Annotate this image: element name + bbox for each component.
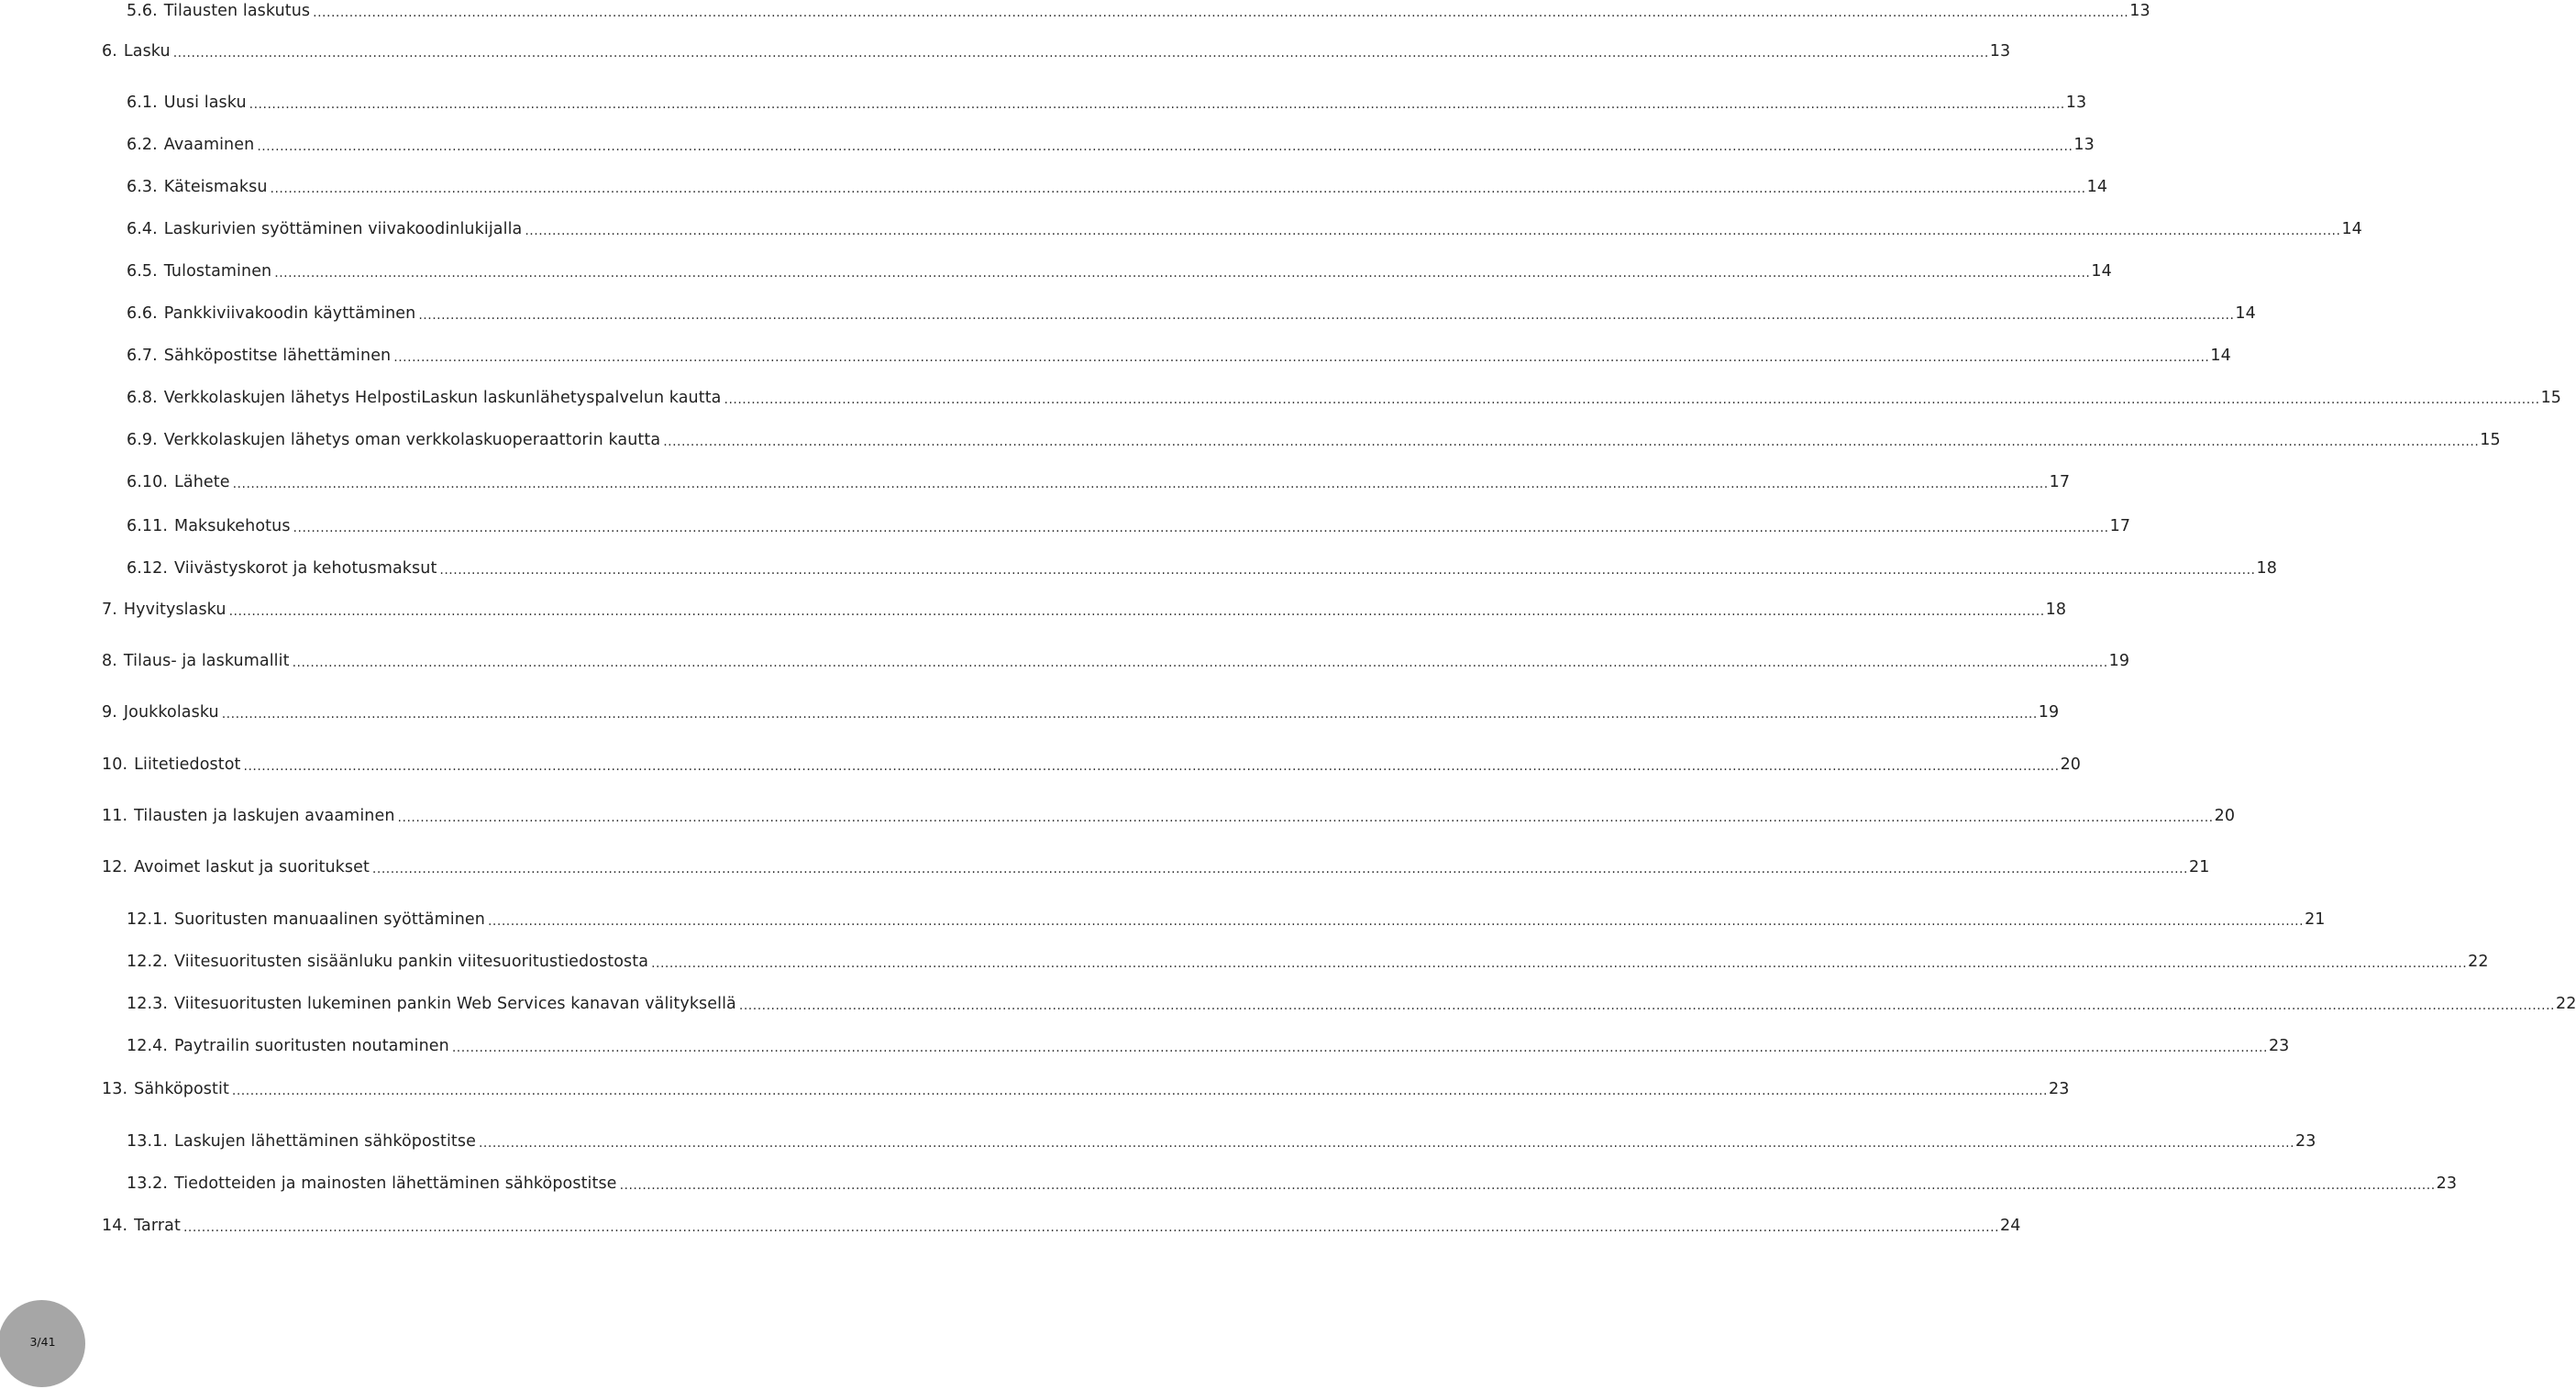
toc-entry[interactable] xyxy=(127,173,2108,201)
toc-entry-page: 14 xyxy=(2210,347,2231,365)
page-number-label: 3/41 xyxy=(29,1335,56,1349)
toc-entry-number: 6.3. xyxy=(127,178,158,196)
toc-entry-title: Tilausten ja laskujen avaaminen xyxy=(134,807,395,825)
toc-entry-number: 11. xyxy=(102,807,128,825)
toc-entry[interactable] xyxy=(102,1075,2070,1103)
toc-entry[interactable] xyxy=(102,596,2067,623)
toc-entry-page: 20 xyxy=(2060,755,2082,774)
toc-entry-title: Tiedotteiden ja mainosten lähettäminen sähköpostitse xyxy=(174,1174,617,1193)
toc-entry[interactable] xyxy=(127,89,2087,116)
toc-entry-number: 13.2. xyxy=(127,1174,169,1193)
toc-entry-page: 18 xyxy=(2045,601,2067,619)
toc-entry-title: Uusi lasku xyxy=(163,94,247,112)
toc-entry[interactable] xyxy=(102,854,2210,881)
toc-entry-page: 13 xyxy=(2073,136,2095,154)
toc-dot-leader: ................................................................................................................................................................................................................................................................................................................................................................................................................ xyxy=(172,46,1989,61)
toc-entry[interactable] xyxy=(127,1170,2458,1197)
toc-dot-leader: ................................................................................................................................................................................................................................................................................................................................................................................................................ xyxy=(243,759,2060,774)
toc-entry-page: 14 xyxy=(2341,220,2362,238)
toc-dot-leader: ................................................................................................................................................................................................................................................................................................................................................................................................................ xyxy=(232,477,2049,491)
toc-entry-number: 6.11. xyxy=(127,517,169,535)
toc-entry-page: 21 xyxy=(2189,858,2210,876)
page-number-badge xyxy=(0,1300,85,1389)
toc-entry-number: 6.10. xyxy=(127,473,169,491)
toc-dot-leader: ................................................................................................................................................................................................................................................................................................................................................................................................................ xyxy=(249,97,2065,112)
toc-entry[interactable] xyxy=(127,555,2277,582)
toc-entry-page: 20 xyxy=(2214,807,2236,825)
toc-entry[interactable] xyxy=(127,906,2326,933)
toc-entry-number: 13.1. xyxy=(127,1132,169,1151)
toc-entry-title: Laskurivien syöttäminen viivakoodinlukijalla xyxy=(163,220,523,238)
toc-entry-page: 15 xyxy=(2540,389,2562,407)
toc-entry-page: 17 xyxy=(2109,517,2131,535)
toc-entry[interactable] xyxy=(127,300,2256,327)
toc-entry-number: 12.2. xyxy=(127,953,169,971)
toc-entry-page: 23 xyxy=(2295,1132,2316,1151)
toc-entry-title: Lähete xyxy=(174,473,230,491)
toc-entry-title: Liitetiedostot xyxy=(134,755,241,774)
toc-dot-leader: ................................................................................................................................................................................................................................................................................................................................................................................................................ xyxy=(439,563,2256,578)
toc-entry-title: Joukkolasku xyxy=(123,703,219,722)
toc-dot-leader: ................................................................................................................................................................................................................................................................................................................................................................................................................ xyxy=(293,521,2109,535)
toc-dot-leader: ................................................................................................................................................................................................................................................................................................................................................................................................................ xyxy=(393,350,2210,365)
toc-entry[interactable] xyxy=(127,1032,2290,1060)
toc-entry-title: Suoritusten manuaalinen syöttäminen xyxy=(174,910,485,929)
toc-entry-number: 6.6. xyxy=(127,304,158,323)
toc-entry-page: 19 xyxy=(2108,652,2130,670)
toc-entry-number: 13. xyxy=(102,1080,128,1098)
toc-entry[interactable] xyxy=(102,38,2011,65)
toc-entry[interactable] xyxy=(127,131,2095,159)
toc-entry-page: 24 xyxy=(2000,1217,2021,1235)
toc-entry-title: Laskujen lähettäminen sähköpostitse xyxy=(174,1132,476,1151)
toc-entry-title: Avoimet laskut ja suoritukset xyxy=(134,858,370,876)
toc-entry[interactable] xyxy=(127,469,2071,496)
toc-entry-page: 23 xyxy=(2048,1080,2070,1098)
toc-entry[interactable] xyxy=(127,990,2576,1018)
toc-entry-title: Tilausten laskutus xyxy=(163,2,311,20)
toc-dot-leader: ................................................................................................................................................................................................................................................................................................................................................................................................................ xyxy=(478,1136,2295,1151)
toc-entry-number: 6.5. xyxy=(127,262,158,281)
toc-entry-title: Paytrailin suoritusten noutaminen xyxy=(174,1037,449,1055)
toc-entry-page: 19 xyxy=(2038,703,2060,722)
toc-entry[interactable] xyxy=(127,948,2489,976)
toc-dot-leader: ................................................................................................................................................................................................................................................................................................................................................................................................................ xyxy=(231,1084,2048,1098)
toc-entry-page: 18 xyxy=(2256,559,2277,578)
toc-entry[interactable] xyxy=(102,1212,2021,1240)
toc-entry-page: 13 xyxy=(1989,42,2011,61)
toc-entry-title: Maksukehotus xyxy=(174,517,291,535)
toc-dot-leader: ................................................................................................................................................................................................................................................................................................................................................................................................................ xyxy=(418,308,2235,323)
toc-entry-number: 6.4. xyxy=(127,220,158,238)
toc-entry-title: Verkkolaskujen lähetys oman verkkolaskuoperaattorin kautta xyxy=(163,431,661,449)
toc-entry-page: 23 xyxy=(2268,1037,2290,1055)
toc-entry[interactable] xyxy=(127,215,2362,243)
toc-entry-title: Verkkolaskujen lähetys HelpostiLaskun laskunlähetyspalvelun kautta xyxy=(163,389,722,407)
toc-entry-page: 14 xyxy=(2235,304,2256,323)
toc-entry[interactable] xyxy=(127,342,2231,369)
toc-entry-title: Käteismaksu xyxy=(163,178,268,196)
toc-entry-number: 10. xyxy=(102,755,128,774)
toc-dot-leader: ................................................................................................................................................................................................................................................................................................................................................................................................................ xyxy=(274,266,2091,281)
toc-entry-number: 6.1. xyxy=(127,94,158,112)
toc-entry[interactable] xyxy=(127,513,2131,540)
toc-entry-number: 9. xyxy=(102,703,117,722)
toc-entry-title: Tulostaminen xyxy=(163,262,272,281)
toc-entry-number: 6.7. xyxy=(127,347,158,365)
toc-entry-number: 5.6. xyxy=(127,2,158,20)
toc-entry-title: Avaaminen xyxy=(163,136,255,154)
toc-dot-leader: ................................................................................................................................................................................................................................................................................................................................................................................................................ xyxy=(257,139,2073,154)
toc-dot-leader: ................................................................................................................................................................................................................................................................................................................................................................................................................ xyxy=(313,6,2129,20)
toc-entry-number: 6.9. xyxy=(127,431,158,449)
toc-dot-leader: ................................................................................................................................................................................................................................................................................................................................................................................................................ xyxy=(371,862,2188,876)
toc-entry-number: 12.3. xyxy=(127,995,169,1013)
toc-dot-leader: ................................................................................................................................................................................................................................................................................................................................................................................................................ xyxy=(292,656,2108,670)
toc-entry-page: 22 xyxy=(2555,995,2576,1013)
toc-entry[interactable] xyxy=(102,699,2060,726)
toc-entry-number: 12.4. xyxy=(127,1037,169,1055)
toc-entry-title: Tilaus- ja laskumallit xyxy=(123,652,290,670)
toc-entry-page: 21 xyxy=(2305,910,2326,929)
toc-entry-title: Viivästyskorot ja kehotusmaksut xyxy=(174,559,437,578)
toc-entry-page: 23 xyxy=(2436,1174,2458,1193)
toc-entry-page: 13 xyxy=(2129,2,2150,20)
toc-entry-title: Sähköpostit xyxy=(134,1080,229,1098)
toc-entry[interactable] xyxy=(127,1128,2316,1155)
toc-entry-page: 17 xyxy=(2049,473,2071,491)
toc-entry-title: Lasku xyxy=(123,42,171,61)
toc-entry-title: Viitesuoritusten sisäänluku pankin viitesuoritustiedostosta xyxy=(174,953,649,971)
toc-dot-leader: ................................................................................................................................................................................................................................................................................................................................................................................................................ xyxy=(397,810,2214,825)
toc-dot-leader: ................................................................................................................................................................................................................................................................................................................................................................................................................ xyxy=(487,914,2305,929)
toc-entry-title: Viitesuoritusten lukeminen pankin Web Services kanavan välityksellä xyxy=(174,995,736,1013)
toc-entry[interactable] xyxy=(102,647,2130,675)
toc-entry-number: 6.2. xyxy=(127,136,158,154)
toc-entry-number: 12. xyxy=(102,858,128,876)
toc-entry-page: 14 xyxy=(2086,178,2108,196)
toc-entry[interactable] xyxy=(127,426,2501,454)
toc-entry[interactable] xyxy=(127,384,2562,412)
toc-dot-leader: ................................................................................................................................................................................................................................................................................................................................................................................................................ xyxy=(525,224,2341,238)
toc-entry-page: 15 xyxy=(2480,431,2501,449)
toc-entry[interactable] xyxy=(127,0,2150,25)
toc-dot-leader: ................................................................................................................................................................................................................................................................................................................................................................................................................ xyxy=(182,1220,2000,1235)
toc-dot-leader: ................................................................................................................................................................................................................................................................................................................................................................................................................ xyxy=(738,998,2555,1013)
toc-entry-title: Sähköpostitse lähettäminen xyxy=(163,347,392,365)
toc-entry-number: 12.1. xyxy=(127,910,169,929)
toc-entry[interactable] xyxy=(127,258,2112,285)
toc-entry-number: 6. xyxy=(102,42,117,61)
toc-dot-leader: ................................................................................................................................................................................................................................................................................................................................................................................................................ xyxy=(663,435,2480,449)
toc-entry-page: 13 xyxy=(2065,94,2087,112)
toc-entry-number: 8. xyxy=(102,652,117,670)
toc-entry-page: 22 xyxy=(2468,953,2489,971)
toc-dot-leader: ................................................................................................................................................................................................................................................................................................................................................................................................................ xyxy=(451,1041,2268,1055)
toc-entry-number: 6.8. xyxy=(127,389,158,407)
toc-entry-title: Pankkiviivakoodin käyttäminen xyxy=(163,304,416,323)
toc-dot-leader: ................................................................................................................................................................................................................................................................................................................................................................................................................ xyxy=(270,182,2086,196)
toc-entry-number: 6.12. xyxy=(127,559,169,578)
toc-dot-leader: ................................................................................................................................................................................................................................................................................................................................................................................................................ xyxy=(619,1178,2436,1193)
toc-dot-leader: ................................................................................................................................................................................................................................................................................................................................................................................................................ xyxy=(651,956,2468,971)
toc-entry[interactable] xyxy=(102,802,2236,830)
toc-entry-number: 14. xyxy=(102,1217,128,1235)
toc-dot-leader: ................................................................................................................................................................................................................................................................................................................................................................................................................ xyxy=(221,707,2038,722)
toc-entry-page: 14 xyxy=(2091,262,2112,281)
toc-entry-title: Hyvityslasku xyxy=(123,601,227,619)
toc-entry[interactable] xyxy=(102,751,2082,778)
toc-dot-leader: ................................................................................................................................................................................................................................................................................................................................................................................................................ xyxy=(724,392,2540,407)
toc-dot-leader: ................................................................................................................................................................................................................................................................................................................................................................................................................ xyxy=(228,604,2045,619)
toc-entry-title: Tarrat xyxy=(134,1217,181,1235)
toc-entry-number: 7. xyxy=(102,601,117,619)
